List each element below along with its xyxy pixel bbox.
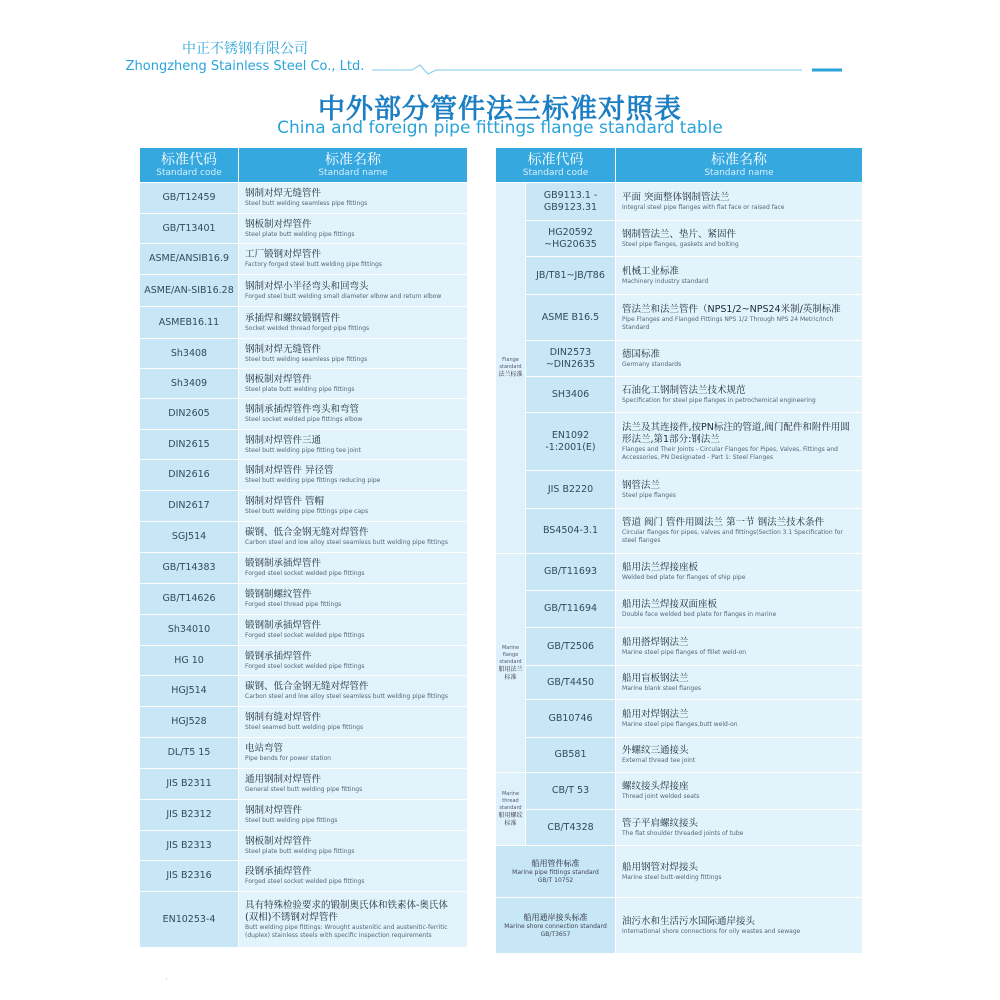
standard-code-cell: SH3406 [526,377,616,413]
standard-code-cell: GB10746 [526,700,616,738]
standard-name-en: Steel butt welding pipe fitting tee joint [245,446,361,454]
standard-name-en: Steel butt welding pipe fittings [245,817,338,824]
table-row [140,892,468,948]
table-row [496,591,863,628]
table-row [496,183,863,221]
standard-name-cell [239,800,468,831]
standard-name-cn: 锻钢制承插焊管件 [245,558,322,569]
standard-name-cell [616,700,863,738]
standard-code-cell: JIS B2220 [526,471,616,509]
standard-name-cell [616,257,863,295]
standard-name-cell [239,831,468,861]
table-row [496,295,863,341]
standard-name-cn: 钢制对焊无缝管件 [245,188,322,199]
standard-name-cell [239,339,468,369]
standard-code-cell: GB/T11694 [526,591,616,628]
standard-name-en: Forged steel butt welding small diameter elbow and return elbow [245,292,442,300]
standard-name-en: Steel butt welding pipe fittings pipe caps [245,508,369,515]
standard-code-cell: GB9113.1 -GB9123.31 [526,183,616,221]
standard-code-cell: HGJ514 [140,676,239,707]
standard-name-cell [239,676,468,707]
standard-name-cn: 通用钢制对焊管件 [245,774,322,785]
table-row [140,646,468,676]
table-row [496,846,863,898]
header-code [140,148,239,183]
table-row [140,460,468,491]
standard-name-cell [239,399,468,430]
standard-code-cell: EN1092 -1:2001(E) [526,413,616,471]
standard-name-cell [239,244,468,275]
standard-code-cell: JB/T81~JB/T86 [526,257,616,295]
group-code-cell [496,846,616,898]
standard-code-cell: JIS B2313 [140,831,239,861]
table-row [496,221,863,257]
standard-name-en: Steel butt welding pipe fittings reducing pipe [245,477,381,484]
standard-code-cell: HG20592 ~HG20635 [526,221,616,257]
standard-name-cell [239,183,468,214]
standard-name-en: Machinery industry standard [622,277,709,285]
standard-name-cn: 段钢承插焊管件 [245,866,312,877]
standard-code-cell: ASME/AN-SIB16.28 [140,275,239,307]
standard-code-cell: DIN2616 [140,460,239,491]
standard-code-cell: GB/T4450 [526,666,616,700]
standard-code-cell: HGJ528 [140,707,239,738]
standard-name-en: Steel plate butt welding pipe fittings [245,230,355,238]
group-label-en: Marine thread standard [499,790,522,811]
table-row [140,707,468,738]
table-row [140,676,468,707]
group-label-cn: 船用法兰标准 [498,665,523,681]
table-row [496,554,863,591]
standard-name-en: Integral steel pipe flanges with flat face or raised face [622,203,785,211]
page-title: 中外部分管件法兰标准对照表 [318,94,682,125]
table-row [140,183,468,214]
header-name-en: Standard name [318,167,388,178]
standard-code-cell: DIN2573 ~DIN2635 [526,341,616,377]
table-row [140,369,468,399]
standard-name-cn: 螺纹接头焊接座 [622,781,689,792]
standard-code-cell: GB/T14626 [140,584,239,615]
standard-name-cell [616,738,863,773]
standard-code-cell: DIN2617 [140,491,239,522]
group-label-cell [496,183,526,554]
standard-name-cell [239,646,468,676]
right-standards-table [495,147,863,954]
standard-name-cell [239,307,468,339]
standard-name-cell [616,377,863,413]
standard-name-en: Steel pipe flanges [622,491,676,499]
header-name-cn: 标准名称 [711,151,768,168]
standard-name-en: Steel plate butt welding pipe fittings [245,847,355,855]
standard-code: GB/T 10752 [537,876,574,884]
table-row [140,584,468,615]
standard-name-cell [616,554,863,591]
table-row [140,553,468,584]
group-label-cn: 法兰标准 [498,371,523,378]
standard-name-cn: 石油化工钢制管法兰技术规范 [622,384,746,396]
left-standards-table [139,147,468,948]
standard-name-en: Forged steel socket welded pipe fittings [245,878,365,885]
standard-name-en: Double face welded bed plate for flanges in marine [622,611,777,618]
table-header-row [140,148,468,183]
decorative-line [372,64,842,76]
table-row [140,244,468,275]
company-block [100,40,390,76]
standard-code-cell: Sh3408 [140,339,239,369]
standard-name-en: The flat shoulder threaded joints of tube [622,829,744,837]
standard-name-en: Butt welding pipe fittings: Wrought austenitic and austenitic-ferritic (duplex) stainless steels with specific inspection requirements [245,923,448,939]
standard-name-cn: 船用盲板钢法兰 [622,672,689,684]
standard-name-cn: 平面 突面整体钢制管法兰 [622,191,730,203]
footer-mark: · [165,975,168,984]
standard-name-en: Forged steel thread pipe fittings [245,601,342,608]
standard-name-cell [616,509,863,554]
standard-name-en: Forged steel socket welded pipe fittings [245,662,365,670]
standard-name-cell [239,430,468,460]
page-subtitle: China and foreign pipe fittings flange standard table [277,118,723,138]
standard-name-cell [616,183,863,221]
table-row [496,471,863,509]
standard-name-cn: 钢管法兰 [622,479,661,491]
table-row [496,341,863,377]
table-row [496,377,863,413]
standard-code-cell: Sh34010 [140,615,239,646]
standard-code-cell: JIS B2312 [140,800,239,831]
group-label-cn: 船用螺纹标准 [498,811,523,827]
standard-name-cn: 德国标准 [622,348,661,360]
header-code-cn: 标准代码 [161,151,217,168]
table-row [496,257,863,295]
standard-name-cn: 钢制对焊小半径弯头和回弯头 [245,280,369,292]
standard-name-cell [616,628,863,666]
standard-code-cell: ASME B16.5 [526,295,616,341]
standard-name-en: International shore connections for oily wastes and sewage [622,927,801,935]
standard-name-cell [616,898,863,954]
standard-name-cn: 承插焊和螺纹锻钢管件 [245,312,341,324]
table-row [140,800,468,831]
group-label-cn: 船用通岸接头标准 [523,912,588,922]
standard-name-cell [616,591,863,628]
standard-name-cell [616,666,863,700]
table-row [140,769,468,800]
standard-name-cn: 钢制对焊无缝管件 [245,343,322,355]
header-name-en: Standard name [704,167,774,178]
header-code-cn: 标准代码 [527,151,584,168]
standard-name-cell [239,275,468,307]
standard-name-cn: 碳钢、低合金钢无缝对焊管件 [245,527,369,538]
standard-name-cn: 电站弯管 [245,743,284,754]
group-label-en: Marine shore connection standard [504,922,607,930]
standard-name-cn: 船用钢管对焊接头 [622,861,699,873]
standard-name-cell [239,769,468,800]
group-label-cn: 船用管件标准 [531,858,580,868]
standard-name-cn: 法兰及其连接件,按PN标注的管道,阀门配件和附件用圆形法兰,第1部分:钢法兰 [622,421,850,445]
standard-name-en: Steel pipe flanges, gaskets and bolting [622,240,739,248]
table-row [140,738,468,769]
standard-name-en: Marine blank steel flanges [622,684,702,692]
table-row [496,413,863,471]
standard-name-cn: 锻钢制螺纹管件 [245,589,312,600]
standard-name-cell [616,773,863,810]
standard-code-cell: JIS B2311 [140,769,239,800]
group-label-cell [496,773,526,846]
standard-name-en: Factory forged steel butt welding pipe fittings [245,261,382,268]
table-row [496,509,863,554]
standard-code-cell: SGJ514 [140,522,239,553]
standard-name-cn: 锻钢制承插焊管件 [245,620,322,631]
standard-name-cn: 钢板制对焊管件 [245,218,312,230]
table-row [140,339,468,369]
standard-name-cell [616,810,863,846]
standard-name-en: Welded bed plate for flanges of ship pipe [622,574,746,581]
standard-name-cell [616,413,863,471]
header-code [496,148,616,183]
standard-name-en: Socket welded thread forged pipe fittings [245,324,370,332]
standard-name-cn: 钢制管法兰、垫片、紧固件 [622,228,737,240]
standard-name-cn: 工厂锻钢对焊管件 [245,249,322,260]
standard-name-en: External thread tee joint [622,757,696,764]
standard-code-cell: GB581 [526,738,616,773]
standard-name-cell [239,861,468,892]
company-name-cn: 中正不锈钢有限公司 [182,41,308,57]
group-label-en: Flange standard [499,357,522,370]
standard-name-en: Carbon steel and low alloy steel seamless butt welding pipe fittings [245,693,448,700]
standard-code-cell: JIS B2316 [140,861,239,892]
standard-name-cell [239,707,468,738]
table-row [140,399,468,430]
table-row [496,773,863,810]
standard-name-en: Pipe Flanges and Flanged Fittings NPS 1/2 Through NPS 24 Metric/Inch Standard [622,315,834,331]
standard-name-cn: 机械工业标准 [622,265,680,277]
table-row [140,430,468,460]
table-row [496,810,863,846]
table-row [140,275,468,307]
standard-name-cn: 锻钢承插焊管件 [245,650,312,662]
standard-name-cn: 船用法兰焊接座板 [622,562,699,573]
group-label-en: Marine pipe fittings standard [512,868,599,876]
table-row [496,700,863,738]
standard-code-cell: GB/T11693 [526,554,616,591]
standard-name-cell [239,738,468,769]
table-row [140,214,468,244]
standard-code-cell: GB/T2506 [526,628,616,666]
table-row [140,615,468,646]
standard-name-en: Carbon steel and low alloy steel seamless butt welding pipe fittings [245,539,448,546]
standard-code-cell: GB/T14383 [140,553,239,584]
standard-code-cell: Sh3409 [140,369,239,399]
table-header-row [496,148,863,183]
table-row [140,307,468,339]
header-name [616,148,863,183]
standard-name-cn: 船用对焊钢法兰 [622,708,689,720]
standard-name-cn: 管法兰和法兰管件（NPS1/2~NPS24米制/英制标准 [622,303,841,315]
standard-name-en: Steel butt welding seamless pipe fittings [245,355,368,363]
standard-name-en: General steel butt welding pipe fittings [245,786,363,793]
standard-name-en: Marine steel pipe flanges of fillet weld-on [622,648,747,656]
standard-name-en: Forged steel socket welded pipe fittings [245,632,365,639]
standard-name-en: Steel seamed butt welding pipe fittings [245,724,364,731]
standard-name-en: Forged steel socket welded pipe fittings [245,570,365,577]
standard-code-cell: EN10253-4 [140,892,239,948]
standard-name-en: Steel socket welded pipe fittings elbow [245,416,363,423]
standard-code-cell: DIN2615 [140,430,239,460]
standard-name-cell [616,341,863,377]
standard-code-cell: ASME/ANSIB16.9 [140,244,239,275]
header-code-en: Standard code [156,167,222,178]
standard-name-en: Marine steel butt-welding fittings [622,873,722,881]
standard-name-en: Thread joint welded seats [622,793,700,800]
standard-name-en: Steel butt welding seamless pipe fittings [245,200,368,207]
standard-name-cn: 外螺纹三通接头 [622,745,689,756]
standard-name-cell [616,221,863,257]
standard-name-cell [239,615,468,646]
standard-name-cn: 船用法兰焊接双面座板 [622,599,718,610]
header-code-en: Standard code [522,167,589,178]
table-row [496,666,863,700]
standard-name-cell [616,295,863,341]
standard-name-cell [239,584,468,615]
standard-code-cell: GB/T13401 [140,214,239,244]
standard-name-cell [239,892,468,948]
table-row [496,898,863,954]
standard-name-en: Steel plate butt welding pipe fittings [245,385,355,393]
standard-code-cell: GB/T12459 [140,183,239,214]
standard-code-cell: DIN2605 [140,399,239,430]
standard-name-cell [239,369,468,399]
standard-name-cn: 钢制对焊管件 管帽 [245,496,325,507]
standard-code-cell: BS4504-3.1 [526,509,616,554]
standard-name-cell [239,553,468,584]
standard-code-cell: CB/T 53 [526,773,616,810]
table-row [140,491,468,522]
company-name-en: Zhongzheng Stainless Steel Co., Ltd. [125,59,365,74]
standard-name-cn: 钢制对焊管件三通 [245,434,322,446]
header-name [239,148,468,183]
standard-code-cell: DL/T5 15 [140,738,239,769]
standard-code-cell: CB/T4328 [526,810,616,846]
table-row [140,522,468,553]
standard-name-cn: 碳钢、低合金钢无缝对焊管件 [245,681,369,692]
table-row [496,738,863,773]
standard-name-en: Germany standards [622,360,682,368]
standard-code: GB/T3657 [540,930,571,938]
standard-name-cn: 管道 阀门 管件用圆法兰 第一节 钢法兰技术条件 [622,517,825,528]
table-row [140,831,468,861]
standard-name-en: Pipe bends for power station [245,755,331,762]
standard-name-cn: 钢制对焊管件 异径管 [245,465,334,476]
group-code-cell [496,898,616,954]
standard-name-en: Specification for steel pipe flanges in petrochemical engineering [622,396,816,404]
group-label-en: Marine flange standard [499,644,522,665]
standard-name-cn: 船用搭焊钢法兰 [622,636,689,648]
standard-name-cell [239,522,468,553]
table-row [496,628,863,666]
standard-name-en: Marine steel pipe flanges,butt weld-on [622,720,738,728]
standard-name-cn: 油污水和生活污水国际通岸接头 [622,915,756,927]
standard-name-cn: 具有特殊检验要求的锻制奥氏体和铁素体-奥氏体(双相)不锈钢对焊管件 [245,899,448,923]
standard-name-en: Circular flanges for pipes, valves and fittings(Section 3.1 Specification for steel flanges [622,529,843,544]
standard-name-cell [616,471,863,509]
standard-name-cell [239,491,468,522]
standard-name-cn: 管子平肩螺纹接头 [622,817,699,829]
standard-name-cn: 钢制承插焊管件弯头和弯管 [245,404,360,415]
standard-name-en: Flanges and Their Joints - Circular Flanges for Pipes, Valves, Fittings and Accessories, PN Designated - Part 1: Steel Flanges [622,445,838,461]
table-row [140,861,468,892]
standard-name-cell [616,846,863,898]
header-name-cn: 标准名称 [325,151,381,168]
standard-name-cell [239,460,468,491]
standard-name-cn: 钢制对焊管件 [245,805,303,816]
standard-name-cn: 钢板制对焊管件 [245,835,312,847]
standard-name-cn: 钢板制对焊管件 [245,373,312,385]
standard-name-cn: 钢制有缝对焊管件 [245,712,322,723]
standard-code-cell: ASMEB16.11 [140,307,239,339]
standard-name-cell [239,214,468,244]
group-label-cell [496,554,526,773]
standard-code-cell: HG 10 [140,646,239,676]
